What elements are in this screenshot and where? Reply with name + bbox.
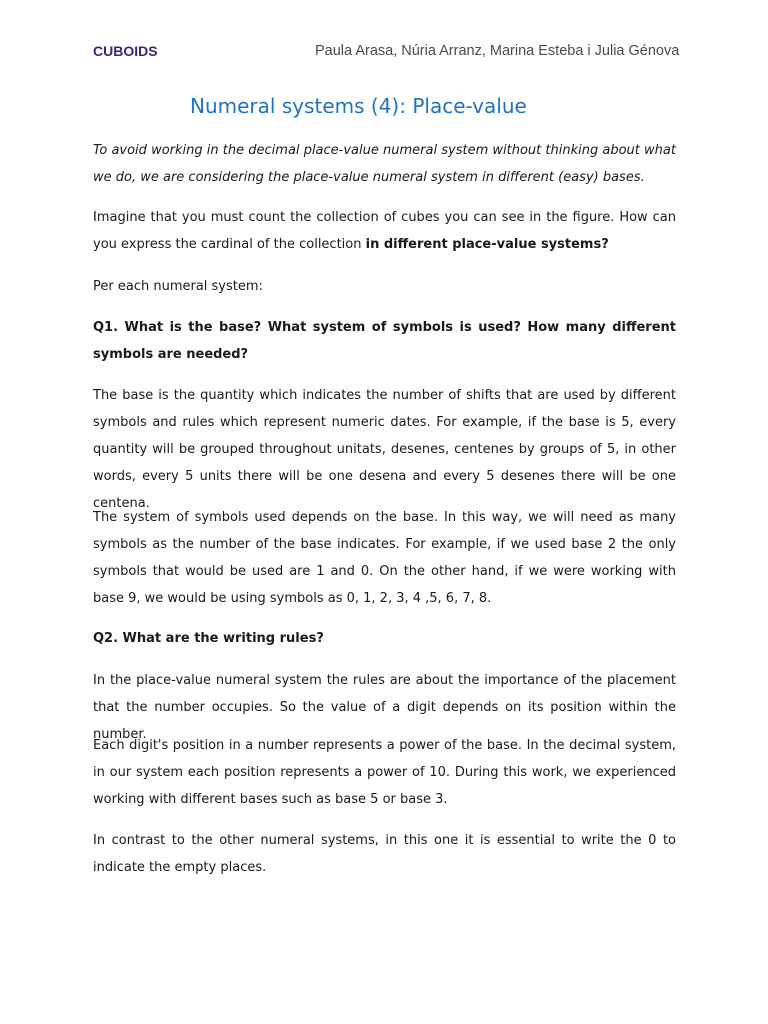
page-title: Numeral systems (4): Place-value [190,94,527,118]
imagine-text: Imagine that you must count the collection of cubes you can see in the figure. How can you express the cardinal of the collection [93,210,676,252]
header-left-label: CUBOIDS [93,43,158,59]
header-authors: Paula Arasa, Núria Arranz, Marina Esteba i Julia Génova [315,43,680,59]
symbols-paragraph: The system of symbols used depends on the base. In this way, we will need as many symbols as the number of the base indicates. For example, if we used base 2 the only symbols that would be used are 1 and 0. On the other hand, if we were working with base 9, we would be using symbols as 0, 1, 2, 3, 4 ,5, 6, 7, 8. [93,510,676,606]
base-paragraph: The base is the quantity which indicates the number of shifts that are used by different symbols and rules which represent numeric dates. For example, if the base is 5, every quantity will be grouped throughout unitats, desenes, centenes by groups of 5, in other words, every 5 units there will be one desena and every 5 desenes there will be one centena. [93,388,676,511]
imagine-paragraph [93,204,676,258]
per-each-paragraph: Per each numeral system: [93,279,263,294]
question-2: Q2. What are the writing rules? [93,631,324,646]
zero-paragraph: In contrast to the other numeral systems, in this one it is essential to write the 0 to indicate the empty places. [93,833,676,875]
power-paragraph: Each digit's position in a number represents a power of the base. In the decimal system, in our system each position represents a power of 10. During this work, we experienced working with different bases such as base 5 or base 3. [93,738,676,807]
question-1: Q1. What is the base? What system of symbols is used? How many different symbols are needed? [93,320,676,362]
intro-paragraph: To avoid working in the decimal place-value numeral system without thinking about what we do, we are considering the place-value numeral system in different (easy) bases. [93,143,676,185]
imagine-bold-text: in different place-value systems? [365,237,609,252]
rules-paragraph: In the place-value numeral system the rules are about the importance of the placement that the number occupies. So the value of a digit depends on its position within the number. [93,673,676,742]
